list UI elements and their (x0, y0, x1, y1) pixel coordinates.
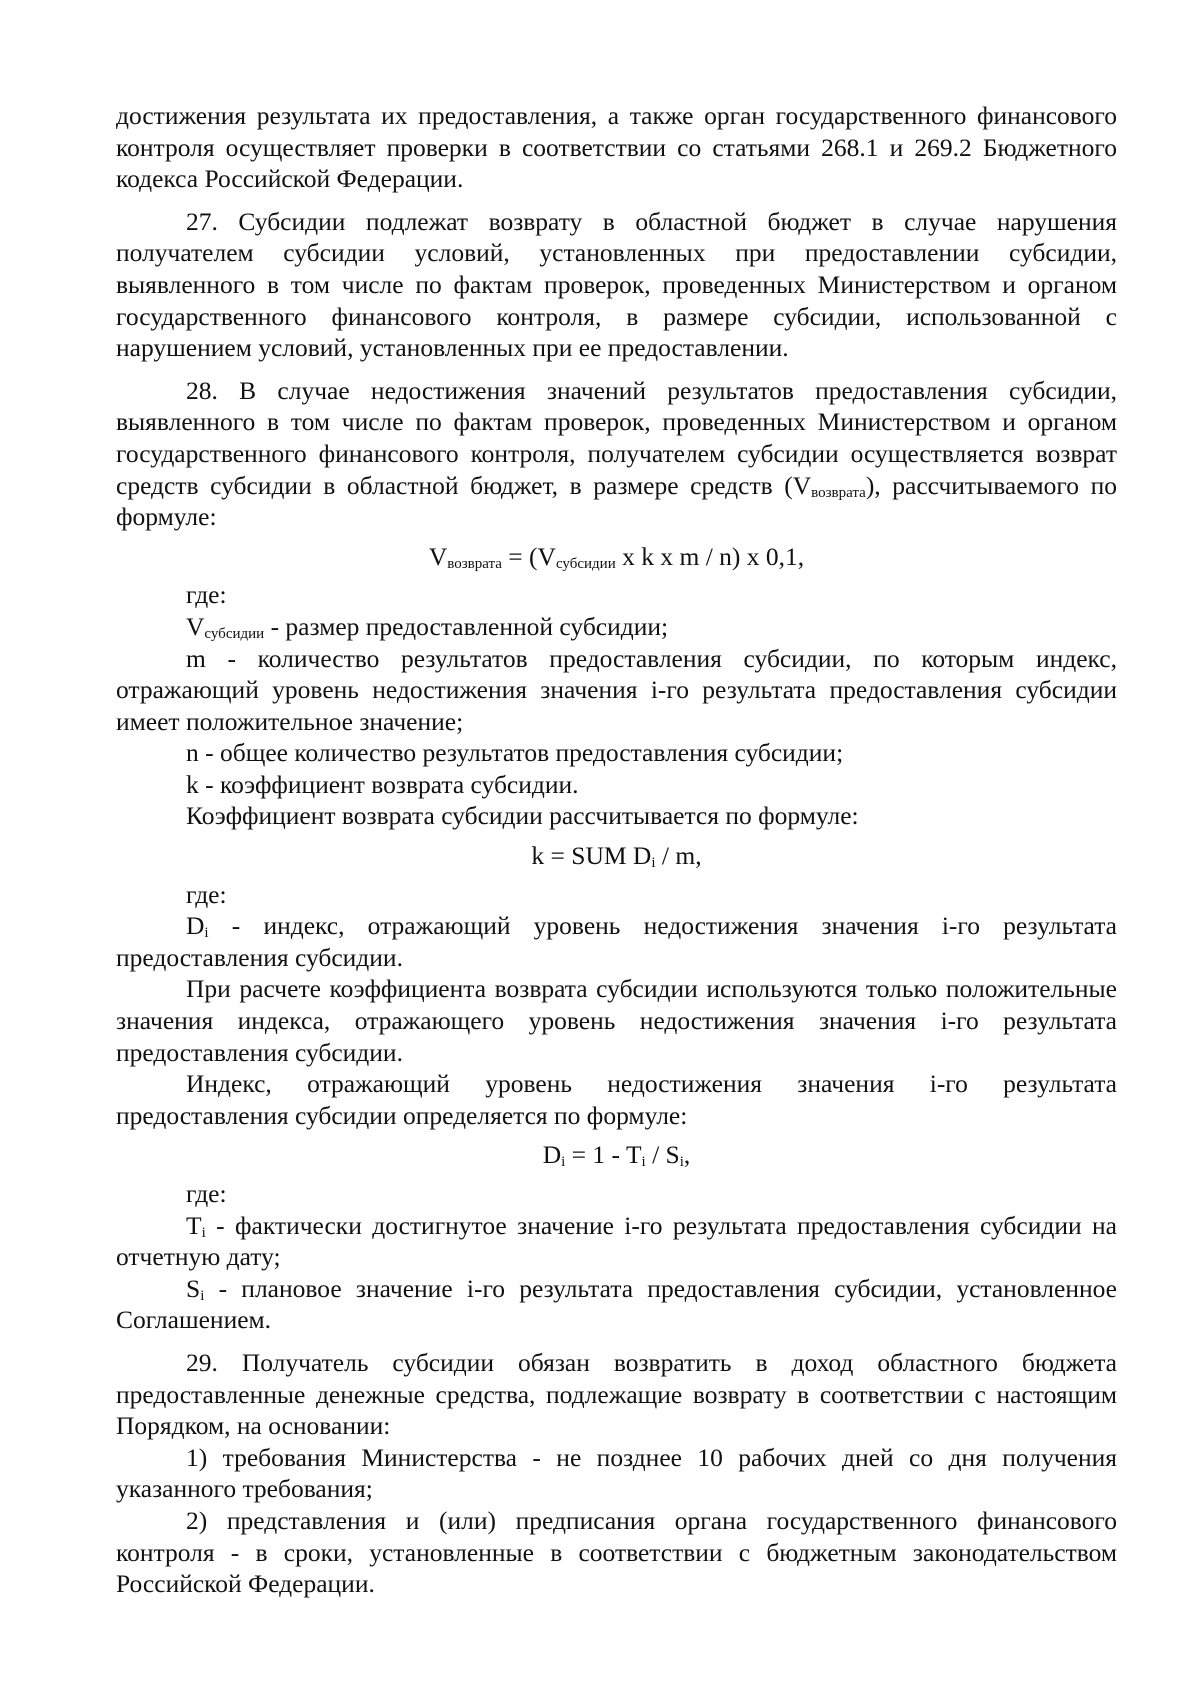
definition-d (116, 910, 1117, 973)
paragraph-28-tail: ), рассчитываемого по формуле: (116, 470, 1117, 532)
where-label-1: где: (186, 580, 227, 610)
paragraph-29: 29. Получатель субсидии обязан возвратить в доход областного бюджета предоставленные денежные средства, подлежащие возврату в соответствии с настоящим Порядком, на основании: (116, 1347, 1117, 1441)
def-d-sub: i (204, 925, 209, 942)
formula-sub-vozvrata: возврата (447, 555, 502, 572)
def-v-sub: субсидии (204, 625, 265, 642)
formula-k-post: / m, (655, 841, 702, 871)
def-s-sub: i (200, 1287, 205, 1304)
where-label-3: где: (186, 1179, 227, 1208)
definition-k: k - коэффициент возврата субсидии. (186, 769, 579, 799)
paragraph-calc: При расчете коэффициента возврата субсидии используются только положительные значения индекса, отражающего уровень недостижения значения i-го результата предоставления субсидии. (116, 974, 1117, 1067)
def-v-var: V (186, 611, 205, 641)
formula-d-post: , (683, 1140, 691, 1170)
def-d-var: D (186, 911, 205, 941)
formula-d-var: D (542, 1140, 562, 1170)
paragraph-28 (116, 375, 1117, 533)
def-v-text: - размер предоставленной субсидии; (264, 611, 669, 641)
formula-v-vozvrata (116, 541, 1117, 573)
def-t-text: - фактически достигнутое значение i-го результата предоставления субсидии на отчетную дату; (116, 1210, 1117, 1272)
definition-t (116, 1210, 1117, 1273)
definition-n: n - общее количество результатов предоставления субсидии; (186, 738, 844, 768)
formula-sub-subsidii: субсидии (555, 555, 616, 572)
paragraph-27: 27. Субсидии подлежат возврату в областной бюджет в случае нарушения получателем субсидии условий, установленных при предоставлении субсидии, выявленного в том числе по фактам проверок, проведенных Министерством и органом государственного финансового контроля, в размере субсидии, использованной с нарушением условий, установленных при ее предоставлении. (116, 206, 1117, 363)
definition-v-subsidii (186, 611, 1117, 643)
definition-m: m - количество результатов предоставления субсидии, по которым индекс, отражающий уровень недостижения значения i-го результата предоставления субсидии имеет положительное значение; (116, 643, 1117, 736)
formula-t-sub: i (641, 1154, 646, 1171)
formula-d-sep: / S (645, 1140, 680, 1170)
paragraph-index: Индекс, отражающий уровень недостижения значения i-го результата предоставления субсидии определяется по формуле: (116, 1069, 1117, 1130)
definition-s (116, 1273, 1117, 1336)
def-s-text: - плановое значение i-го результата предоставления субсидии, установленное Соглашением. (116, 1273, 1117, 1335)
formula-s-sub: i (679, 1154, 684, 1171)
def-t-sub: i (201, 1224, 206, 1241)
paragraph-28-text: 28. В случае недостижения значений результатов предоставления субсидии, выявленного в том числе по фактам проверок, проведенных Министерством и органом государственного финансового контроля, получателем субсидии осуществляется возврат средств субсидии в областной бюджет, в размере средств (V (116, 375, 1117, 500)
def-d-text: - индекс, отражающий уровень недостижения значения i-го результата предоставления субсидии. (116, 911, 1117, 972)
formula-rest: x k x m / n) x 0,1, (615, 541, 805, 571)
formula-d (116, 1139, 1117, 1171)
formula-k-sub: i (651, 855, 656, 872)
where-label-2: где: (186, 879, 227, 909)
formula-k (116, 840, 1117, 872)
formula-mid: = (V (501, 541, 556, 571)
formula-k-pre: k = SUM D (531, 841, 652, 871)
formula-d-sub: i (561, 1154, 566, 1171)
def-s-var: S (186, 1273, 201, 1303)
list-item-1: 1) требования Министерства - не позднее 10 рабочих дней со дня получения указанного требования; (116, 1442, 1117, 1504)
k-intro: Коэффициент возврата субсидии рассчитывается по формуле: (186, 801, 859, 831)
subscript-vozvrata: возврата (811, 484, 866, 501)
paragraph-continuation: достижения результата их предоставления, а также орган государственного финансового контроля осуществляет проверки в соответствии со статьями 268.1 и 269.2 Бюджетного кодекса Российской Федерации. (116, 101, 1117, 194)
formula-var-v: V (428, 541, 448, 571)
list-item-2: 2) представления и (или) предписания органа государственного финансового контроля - в сроки, установленные в соответствии с бюджетным законодательством Российской Федерации. (116, 1505, 1117, 1599)
formula-d-mid: = 1 - T (565, 1140, 642, 1170)
def-t-var: T (186, 1210, 202, 1240)
